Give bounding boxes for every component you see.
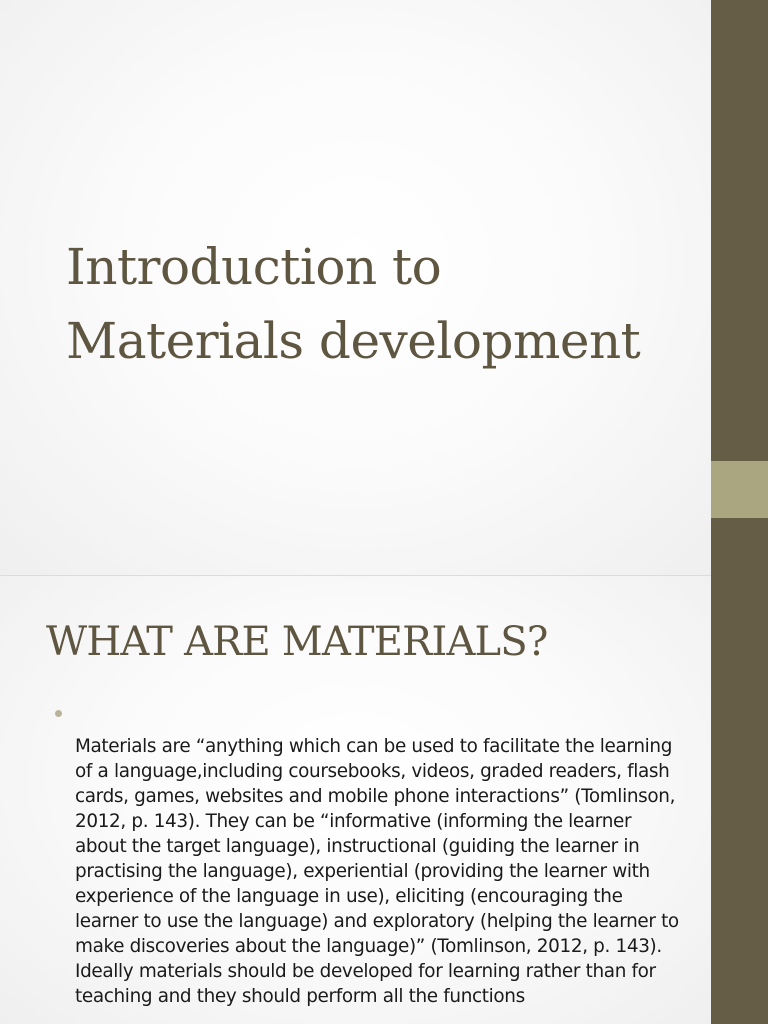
slide-body-text: Materials are “anything which can be used to facilitate the learning of a language,including coursebooks, videos, graded readers, flash cards, games, websites and mobile phone interactions” (Tomlinson, 2012, p. 143). They can be “informative (informing the learner about the target language), instructional (guiding the learner in practising the language), experiential (providing the learner with experience of the language in use), eliciting (encouraging the learner to use the language) and exploratory (helping the learner to make discoveries about the language)” (Tomlinson, 2012, p. 143). Ideally materials should be developed for learning rather than for teaching and they should perform all the functions <box>75 736 679 1007</box>
slide-heading: WHAT ARE MATERIALS? <box>46 619 548 665</box>
side-accent-block <box>711 461 768 518</box>
content-slide <box>0 576 711 1024</box>
bullet-dot-icon <box>55 710 62 717</box>
slide-title <box>66 230 706 378</box>
slide-title-line-2: Materials development <box>66 312 641 370</box>
slide-title-line-1: Introduction to <box>66 238 442 296</box>
